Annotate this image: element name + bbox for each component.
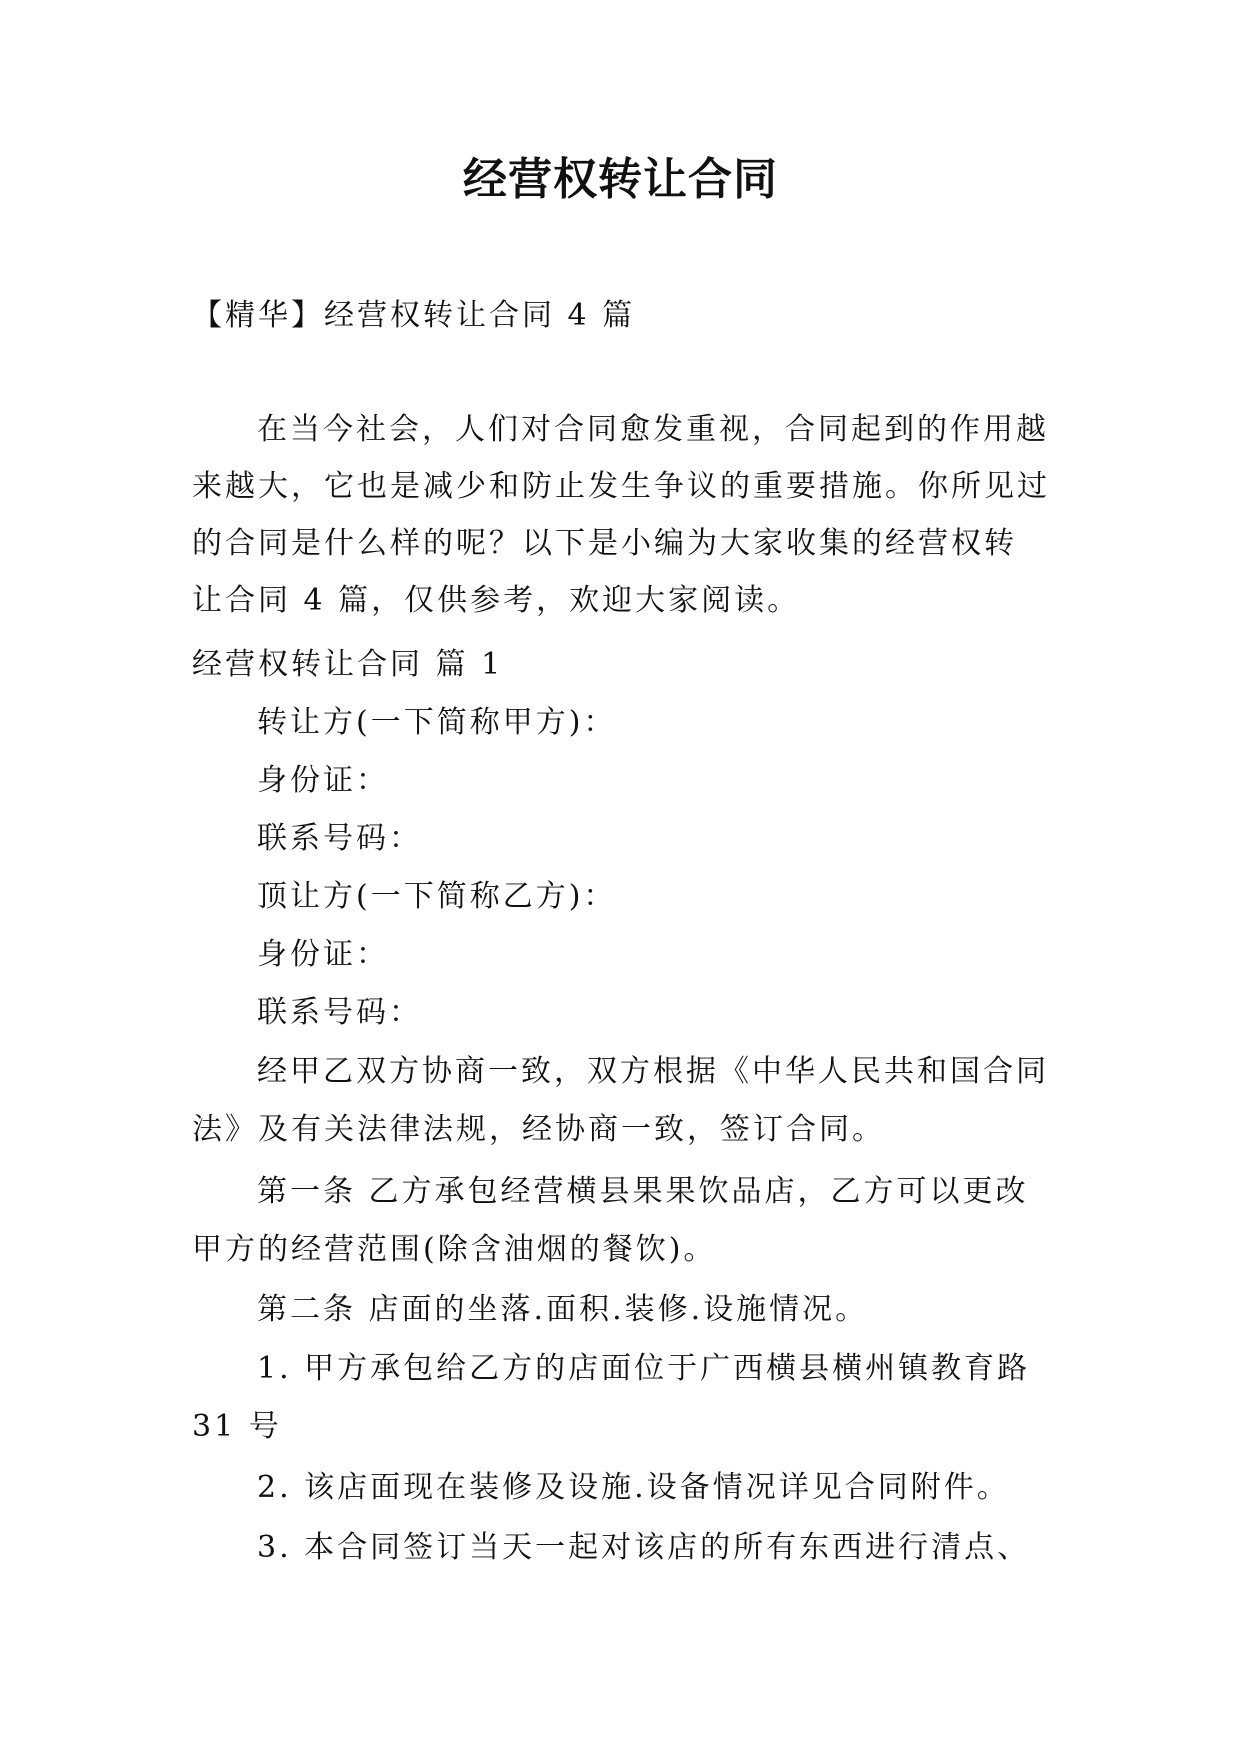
article-2-item-3: 3. 本合同签订当天一起对该店的所有东西进行清点、 [257, 1530, 1031, 1565]
party-a-phone-label: 联系号码： [257, 821, 422, 856]
agreement-line-1: 经甲乙双方协商一致，双方根据《中华人民共和国合同 [257, 1054, 1049, 1089]
party-b-phone-label: 联系号码： [257, 995, 422, 1030]
intro-line-1: 在当今社会，人们对合同愈发重视，合同起到的作用越 [257, 412, 1049, 447]
intro-line-4: 让合同 4 篇，仅供参考，欢迎大家阅读。 [192, 583, 801, 618]
intro-line-2: 来越大，它也是减少和防止发生争议的重要措施。你所见过 [192, 469, 1050, 504]
party-a-label: 转让方(一下简称甲方)： [257, 705, 617, 740]
party-b-label: 顶让方(一下简称乙方)： [257, 879, 617, 914]
article-2-item-2: 2. 该店面现在装修及设施.设备情况详见合同附件。 [257, 1470, 1010, 1505]
agreement-line-2: 法》及有关法律法规，经协商一致，签订合同。 [192, 1112, 885, 1147]
article-1-line-2: 甲方的经营范围(除含油烟的餐饮)。 [192, 1232, 717, 1267]
article-1-line-1: 第一条 乙方承包经营横县果果饮品店，乙方可以更改 [257, 1174, 1029, 1209]
intro-line-3: 的合同是什么样的呢？以下是小编为大家收集的经营权转 [192, 526, 1017, 561]
party-b-id-label: 身份证： [257, 937, 389, 972]
section-heading: 经营权转让合同 篇 1 [192, 647, 504, 682]
article-2-heading: 第二条 店面的坐落.面积.装修.设施情况。 [257, 1292, 869, 1327]
document-title: 经营权转让合同 [463, 154, 778, 205]
article-2-item-1-line-2: 31 号 [192, 1409, 282, 1444]
article-2-item-1-line-1: 1. 甲方承包给乙方的店面位于广西横县横州镇教育路 [257, 1351, 1031, 1386]
document-subtitle: 【精华】经营权转让合同 4 篇 [192, 298, 636, 333]
party-a-id-label: 身份证： [257, 763, 389, 798]
